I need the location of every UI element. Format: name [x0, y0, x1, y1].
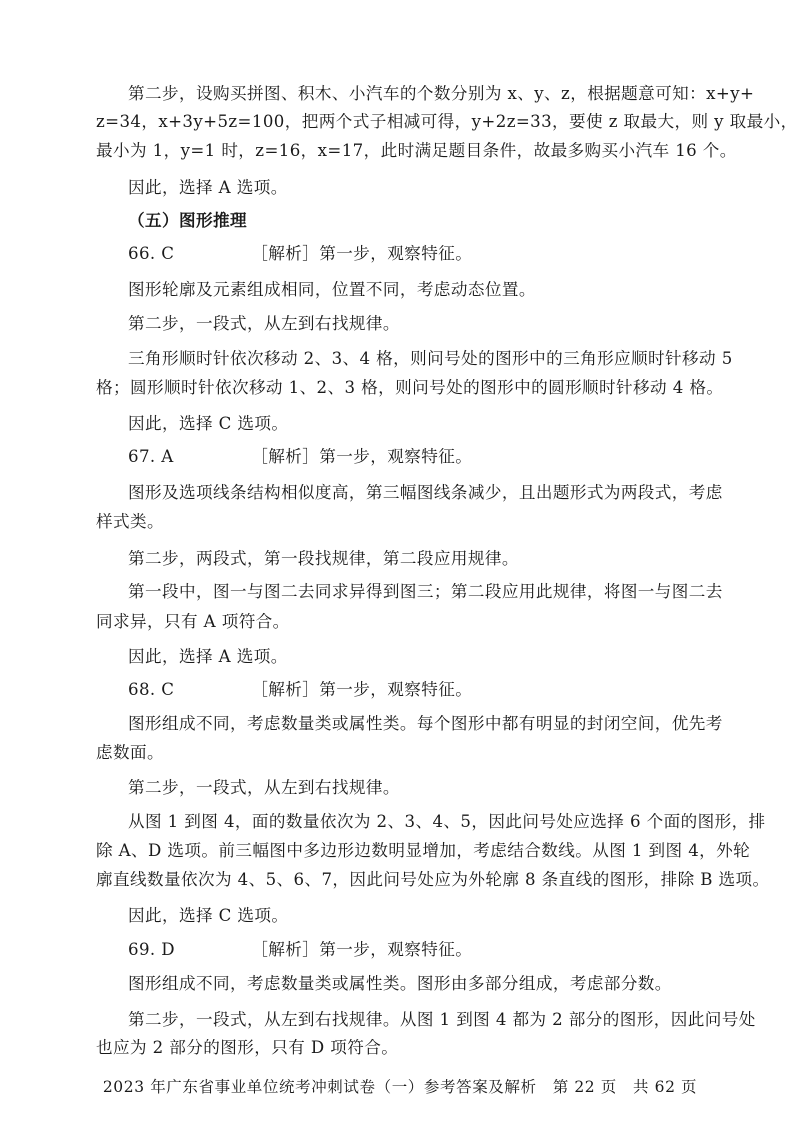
- analysis-tag: ［解析］: [251, 244, 320, 263]
- answer-letter: C: [161, 244, 175, 263]
- question-number: 68.: [128, 680, 162, 699]
- section-heading: （五）图形推理: [128, 211, 247, 230]
- line-text: 第一步，观察特征。: [319, 940, 473, 959]
- page-footer: 2023 年广东省事业单位统考冲刺试卷（一）参考答案及解析 第 22 页 共 62 页: [102, 1078, 698, 1096]
- text-line: 因此，选择 A 选项。: [128, 647, 288, 666]
- question-header: [128, 676, 472, 700]
- text-line: 因此，选择 C 选项。: [128, 906, 289, 925]
- line-text: 第一步，观察特征。: [319, 447, 473, 466]
- answer-letter: D: [161, 940, 175, 959]
- text-line: 图形组成不同，考虑数量类或属性类。图形由多部分组成，考虑部分数。: [128, 974, 672, 993]
- question-header: [128, 443, 472, 467]
- question-number: 67.: [128, 447, 162, 466]
- text-line: 从图 1 到图 4，面的数量依次为 2、3、4、5，因此问号处应选择 6 个面的图形，排: [128, 812, 766, 831]
- text-line: 第二步，一段式，从左到右找规律。: [128, 314, 400, 333]
- text-line: 图形轮廓及元素组成相同，位置不同，考虑动态位置。: [128, 280, 536, 299]
- question-header: [128, 240, 472, 264]
- text-line: 图形组成不同，考虑数量类或属性类。每个图形中都有明显的封闭空间，优先考: [128, 714, 723, 733]
- text-line: 三角形顺时针依次移动 2、3、4 格，则问号处的图形中的三角形应顺时针移动 5: [128, 349, 733, 368]
- text-line: z=34，x+3y+5z=100，把两个式子相减可得，y+2z=33，要使 z 取最大，则 y 取最小，: [96, 112, 798, 131]
- text-line: 同求异，只有 A 项符合。: [96, 612, 290, 631]
- question-header: [128, 936, 472, 960]
- line-text: 第一步，观察特征。: [319, 680, 473, 699]
- text-line: 也应为 2 部分的图形，只有 D 项符合。: [96, 1038, 399, 1057]
- text-line: 因此，选择 A 选项。: [128, 178, 288, 197]
- question-number: 69.: [128, 940, 162, 959]
- text-line: 除 A、D 选项。前三幅图中多边形边数明显增加，考虑结合数线。从图 1 到图 4，外轮: [96, 841, 751, 860]
- text-line: 因此，选择 C 选项。: [128, 414, 289, 433]
- text-line: 第一段中，图一与图二去同求异得到图三；第二段应用此规律，将图一与图二去: [128, 582, 723, 601]
- text-line: 样式类。: [96, 512, 164, 531]
- analysis-tag: ［解析］: [251, 940, 320, 959]
- text-line: 第二步，设购买拼图、积木、小汽车的个数分别为 x、y、z，根据题意可知：x+y+: [128, 84, 755, 103]
- text-line: 图形及选项线条结构相似度高，第三幅图线条减少，且出题形式为两段式，考虑: [128, 483, 723, 502]
- analysis-tag: ［解析］: [251, 447, 320, 466]
- text-line: 格；圆形顺时针依次移动 1、2、3 格，则问号处的图形中的圆形顺时针移动 4 格。: [96, 378, 724, 397]
- text-line: 第二步，一段式，从左到右找规律。: [128, 778, 400, 797]
- analysis-tag: ［解析］: [251, 680, 320, 699]
- text-line: 第二步，一段式，从左到右找规律。从图 1 到图 4 都为 2 部分的图形，因此问号处: [128, 1010, 756, 1029]
- text-line: 廓直线数量依次为 4、5、6、7，因此问号处应为外轮廓 8 条直线的图形，排除 B 选项。: [96, 870, 770, 889]
- answer-letter: A: [161, 447, 174, 466]
- answer-letter: C: [161, 680, 175, 699]
- line-text: 第一步，观察特征。: [319, 244, 473, 263]
- question-number: 66.: [128, 244, 162, 263]
- text-line: 虑数面。: [96, 743, 164, 762]
- text-line: 最小为 1，y=1 时，z=16，x=17，此时满足题目条件，故最多购买小汽车 16 个。: [96, 141, 737, 160]
- text-line: 第二步，两段式，第一段找规律，第二段应用规律。: [128, 549, 519, 568]
